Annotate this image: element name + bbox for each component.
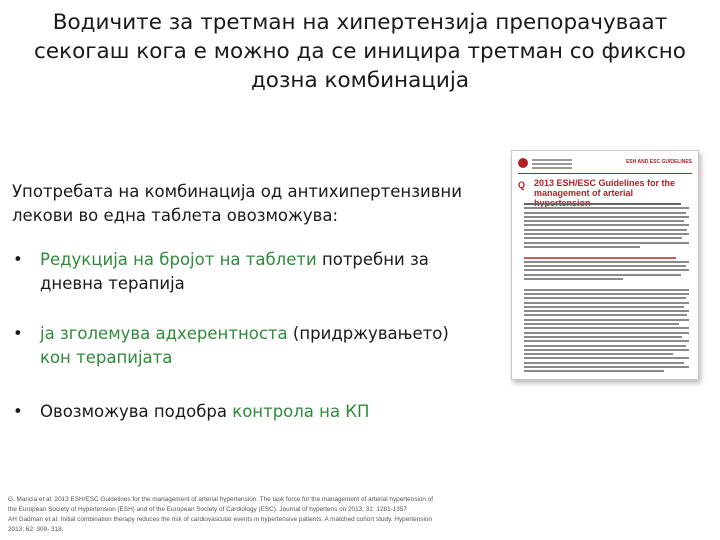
- bullet-line: [40, 322, 494, 346]
- bullet-line: дневна терапија: [40, 274, 185, 293]
- reference-line: the European Society of Hypertension (ESH) and of the European Society of Cardiology (ESC). Journal of hypertens on 2013; 31: 1281-1357: [8, 506, 407, 513]
- intro-text: [12, 180, 494, 228]
- bullet-line: [40, 400, 494, 424]
- slide-title: [30, 8, 690, 95]
- bullet-marker: •: [13, 324, 23, 343]
- journal-article-title: 2013 ESH/ESC Guidelines for the management of arterial: [534, 178, 676, 198]
- reference-line: 2013; 62: 309- 318.: [8, 526, 64, 533]
- bullet-item-bp-control: [12, 400, 494, 424]
- reference-line: AH Gadman et al. Initial combination therapy reduces the risk of cardiovascular events in hypertensive patients. A matched cohort study. Hypertension: [8, 516, 433, 523]
- references: [8, 495, 508, 535]
- slide-title-line: секогаш кога е можно да се иницира третман со фиксно: [34, 39, 686, 64]
- journal-tag: ESH AND ESC GUIDELINES: [626, 159, 692, 165]
- slide-title-line: дозна комбинација: [250, 68, 470, 93]
- journal-article-thumbnail: [511, 150, 699, 380]
- bullet-word: (придржувањето): [292, 324, 449, 343]
- highlight-word: на: [219, 250, 241, 269]
- journal-q-icon: Q: [518, 180, 526, 190]
- slide-body: [12, 180, 494, 424]
- highlight-word: таблети: [245, 250, 317, 269]
- highlight-word: адхерентноста: [155, 324, 288, 343]
- highlight-text: контрола на КП: [232, 402, 370, 421]
- reference-line: G. Mancia et al. 2013 ESH/ESC Guidelines for the management of arterial hypertension. The task force for the management of arterial hypertension of: [8, 496, 434, 503]
- bullet-item-adherence: [12, 322, 494, 370]
- bullet-text: Овозможува подобра: [40, 402, 233, 421]
- journal-divider: [518, 173, 692, 174]
- bullet-marker: •: [13, 402, 23, 421]
- bullet-word: за: [410, 250, 429, 269]
- journal-header-text: [532, 159, 572, 171]
- highlight-word: на: [133, 250, 155, 269]
- highlight-word: бројот: [159, 250, 215, 269]
- highlight-word: зголемува: [59, 324, 151, 343]
- journal-body-text: [524, 203, 689, 375]
- intro-line: Употребата на комбинација од антихипертензивни: [12, 182, 462, 201]
- highlight-word: Редукција: [40, 250, 128, 269]
- bullet-word: потребни: [321, 250, 405, 269]
- intro-line: лекови во една таблета овозможува:: [12, 206, 339, 225]
- slide-title-line: Водичите за третман на хипертензија препорачуваат: [52, 10, 668, 35]
- journal-logo-icon: [518, 158, 528, 168]
- bullet-marker: •: [13, 250, 23, 269]
- bullet-item-pill-reduction: [12, 248, 494, 296]
- bullet-line: кон терапијата: [40, 348, 173, 367]
- bullet-line: [40, 248, 494, 272]
- highlight-word: ја: [40, 324, 55, 343]
